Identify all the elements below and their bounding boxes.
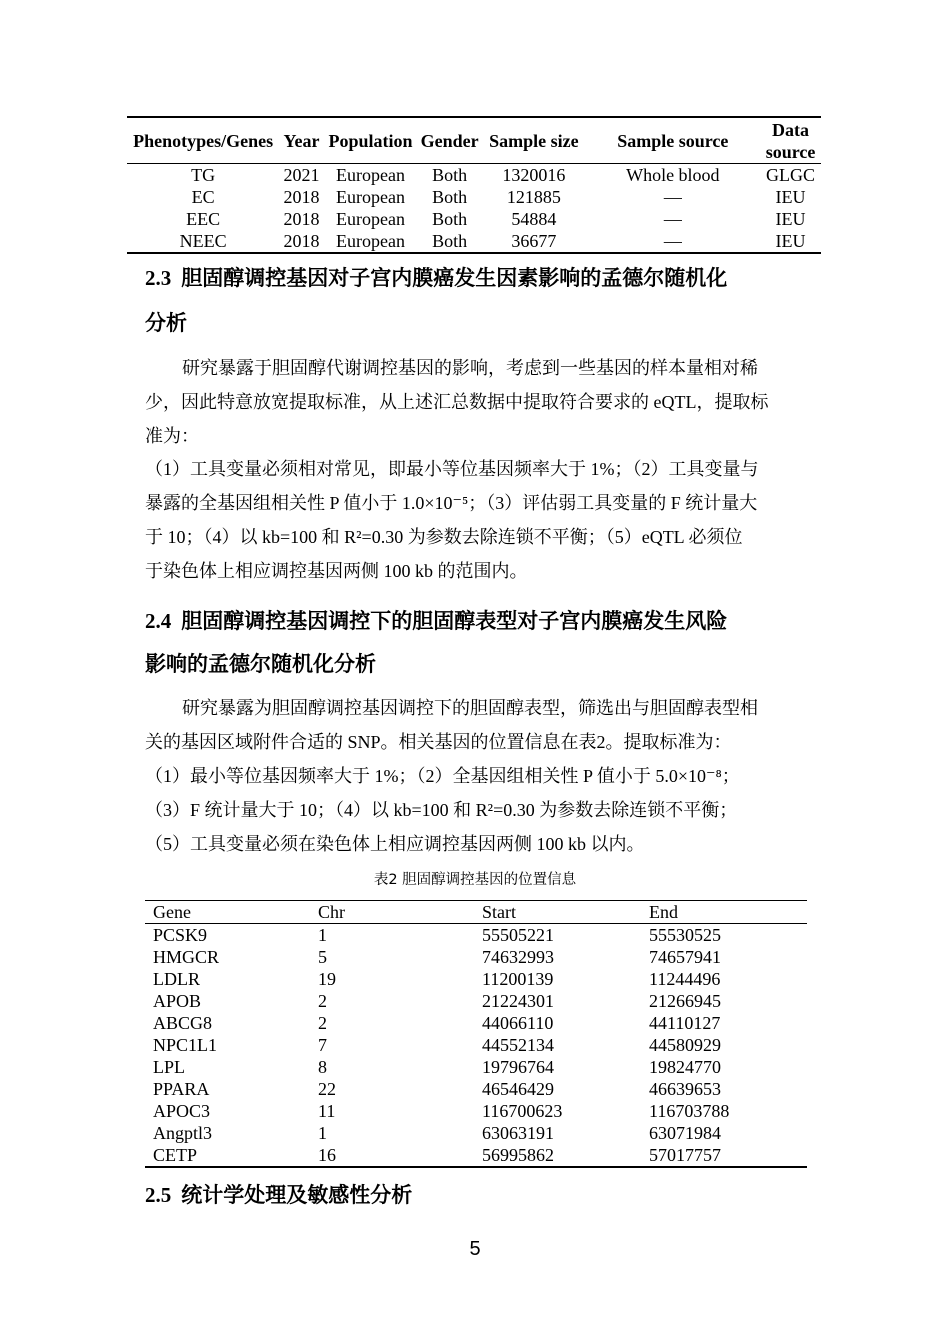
cell: 2 (318, 1013, 327, 1033)
cell: NEEC (179, 231, 227, 251)
cell: 55530525 (649, 925, 721, 945)
table-row (145, 1078, 807, 1100)
page-number: 5 (469, 1238, 481, 1260)
cell: NPC1L1 (153, 1035, 218, 1055)
table-row (127, 208, 821, 230)
section-heading-2-4-cont: 影响的孟德尔随机化分析 (145, 652, 376, 676)
paragraph-line: 研究暴露为胆固醇调控基因调控下的胆固醇表型，筛选出与胆固醇表型相 (182, 698, 758, 718)
cell: 19824770 (649, 1057, 721, 1077)
cell: 11200139 (482, 969, 554, 989)
cell: European (336, 165, 405, 185)
cell: APOB (153, 991, 202, 1011)
section-number: 2.5 (145, 1183, 172, 1207)
header-year: Year (279, 117, 324, 164)
cell: HMGCR (153, 947, 220, 967)
cell: 2018 (283, 187, 320, 207)
cell: IEU (775, 231, 806, 251)
cell: 21266945 (649, 991, 721, 1011)
table-caption: 表2 胆固醇调控基因的位置信息 (373, 872, 577, 888)
cell: GLGC (766, 165, 816, 185)
cell: 44580929 (649, 1035, 721, 1055)
cell: 116700623 (482, 1101, 563, 1121)
table-row (145, 1012, 807, 1034)
cell: — (663, 187, 682, 207)
cell: PCSK9 (153, 925, 208, 945)
cell: 5 (318, 947, 327, 967)
section-heading-2-3 (145, 262, 727, 292)
header-data-source: Data source (760, 117, 821, 164)
cell: — (663, 231, 682, 251)
table-row (127, 230, 821, 253)
cell: 22 (318, 1079, 336, 1099)
cell: 56995862 (482, 1145, 554, 1165)
table-row (145, 1034, 807, 1056)
paragraph-line: 于染色体上相应调控基因两侧 100 kb 的范围内。 (145, 561, 528, 581)
paragraph-line: （1）工具变量必须相对常见，即最小等位基因频率大于 1%；（2）工具变量与 (145, 459, 759, 479)
cell: 19 (318, 969, 336, 989)
table-row (145, 1144, 807, 1167)
cell: 44552134 (482, 1035, 554, 1055)
cell: 2 (318, 991, 327, 1011)
cell: 19796764 (482, 1057, 554, 1077)
header-gender: Gender (417, 117, 482, 164)
header-start: Start (474, 901, 641, 924)
section-title: 统计学处理及敏感性分析 (181, 1183, 413, 1207)
paragraph-line: （3）F 统计量大于 10；（4）以 kb=100 和 R²=0.30 为参数去除连锁不平衡； (145, 800, 738, 820)
cell: 2018 (283, 209, 320, 229)
cell: 1320016 (502, 165, 566, 185)
section-title-line: 胆固醇调控基因调控下的胆固醇表型对子宫内膜癌发生风险 (181, 609, 728, 633)
header-sample-size: Sample size (482, 117, 585, 164)
cell: 36677 (511, 231, 557, 251)
cell: 121885 (506, 187, 561, 207)
paragraph-line: 少，因此特意放宽提取标准，从上述汇总数据中提取符合要求的 eQTL，提取标 (145, 392, 769, 412)
cell: — (663, 209, 682, 229)
header-population: Population (324, 117, 417, 164)
cell: 11 (318, 1101, 336, 1121)
cell: 46546429 (482, 1079, 554, 1099)
cell: APOC3 (153, 1101, 211, 1121)
cell: Both (432, 165, 468, 185)
header-end: End (641, 901, 807, 924)
cell: LDLR (153, 969, 200, 989)
section-number: 2.4 (145, 609, 172, 633)
cell: 2021 (283, 165, 320, 185)
table-row (145, 1100, 807, 1122)
table-row (145, 924, 807, 947)
cell: 8 (318, 1057, 327, 1077)
table-row (145, 1056, 807, 1078)
cell: IEU (775, 187, 806, 207)
table-header-row (145, 901, 807, 924)
cell: PPARA (153, 1079, 210, 1099)
cell: 44066110 (482, 1013, 554, 1033)
cell: 57017757 (649, 1145, 721, 1165)
section-heading-2-5 (145, 1179, 412, 1209)
header-phenotypes: Phenotypes/Genes (127, 117, 279, 164)
cell: European (336, 231, 405, 251)
table-datasets (127, 116, 821, 254)
cell: European (336, 209, 405, 229)
paragraph-line: 于 10；（4）以 kb=100 和 R²=0.30 为参数去除连锁不平衡；（5）eQTL 必须位 (145, 527, 743, 547)
cell: 2018 (283, 231, 320, 251)
cell: IEU (775, 209, 806, 229)
cell: Both (432, 209, 468, 229)
table-header-row (127, 117, 821, 164)
cell: Whole blood (626, 165, 720, 185)
cell: 21224301 (482, 991, 554, 1011)
cell: 1 (318, 1123, 327, 1143)
cell: LPL (153, 1057, 186, 1077)
header-gene: Gene (145, 901, 310, 924)
section-title-line: 胆固醇调控基因对子宫内膜癌发生因素影响的孟德尔随机化 (181, 266, 728, 290)
cell: European (336, 187, 405, 207)
paragraph-line: （1）最小等位基因频率大于 1%；（2）全基因组相关性 P 值小于 5.0×10⁻⁸； (145, 766, 740, 786)
cell: ABCG8 (153, 1013, 213, 1033)
section-heading-2-3-cont: 分析 (145, 311, 187, 335)
cell: 11244496 (649, 969, 721, 989)
cell: EC (191, 187, 215, 207)
header-chr: Chr (310, 901, 474, 924)
cell: 1 (318, 925, 327, 945)
table-row (145, 1122, 807, 1144)
paragraph-line: 关的基因区域附件合适的 SNP。相关基因的位置信息在表2。提取标准为： (145, 732, 732, 752)
cell: 116703788 (649, 1101, 730, 1121)
table-row (127, 186, 821, 208)
cell: 16 (318, 1145, 336, 1165)
cell: TG (191, 165, 216, 185)
cell: 54884 (511, 209, 557, 229)
section-number: 2.3 (145, 266, 172, 290)
cell: CETP (153, 1145, 198, 1165)
paragraph-line: 研究暴露于胆固醇代谢调控基因的影响，考虑到一些基因的样本量相对稀 (182, 358, 758, 378)
table-row (145, 968, 807, 990)
cell: Both (432, 231, 468, 251)
table-row (145, 946, 807, 968)
cell: 46639653 (649, 1079, 721, 1099)
cell: Both (432, 187, 468, 207)
cell: 7 (318, 1035, 327, 1055)
table-body (145, 924, 807, 1168)
table-gene-positions (145, 900, 807, 1168)
cell: 74657941 (649, 947, 721, 967)
cell: Angptl3 (153, 1123, 213, 1143)
section-heading-2-4 (145, 605, 727, 635)
paragraph-line: 准为： (145, 426, 199, 446)
cell: 74632993 (482, 947, 554, 967)
cell: 63071984 (649, 1123, 721, 1143)
cell: EEC (186, 209, 221, 229)
header-sample-source: Sample source (586, 117, 761, 164)
paragraph-line: 暴露的全基因组相关性 P 值小于 1.0×10⁻⁵；（3）评估弱工具变量的 F 统计量大 (145, 493, 758, 513)
cell: 55505221 (482, 925, 554, 945)
cell: 44110127 (649, 1013, 721, 1033)
table-row (145, 990, 807, 1012)
cell: 63063191 (482, 1123, 554, 1143)
table-row (127, 164, 821, 187)
paragraph-line: （5）工具变量必须在染色体上相应调控基因两侧 100 kb 以内。 (145, 834, 645, 854)
